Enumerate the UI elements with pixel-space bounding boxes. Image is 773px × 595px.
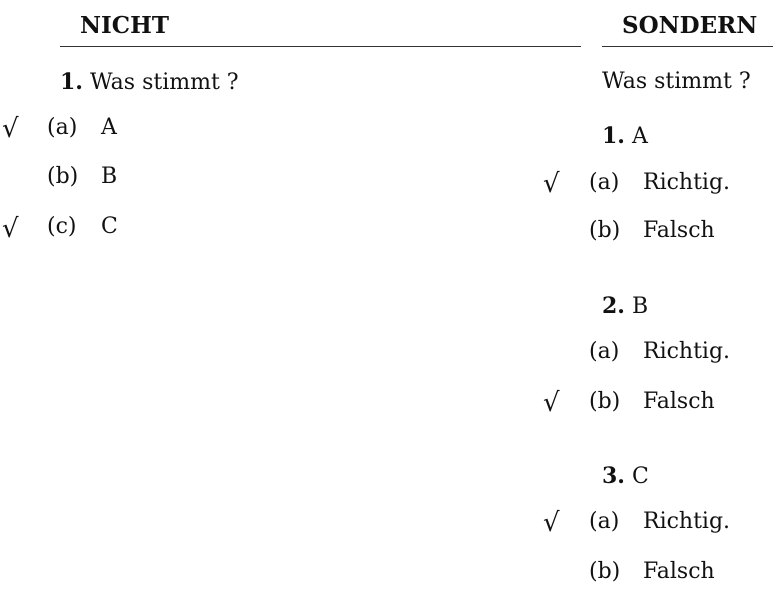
sondern-item-text: A <box>631 124 648 149</box>
sondern-intro: Was stimmt ? <box>602 69 751 94</box>
sondern-option-text: Falsch <box>643 389 715 414</box>
sondern-item-text: C <box>631 464 649 489</box>
sondern-item-number: 2. <box>602 293 625 319</box>
nicht-heading: NICHT <box>80 12 169 39</box>
checkmark-icon: √ <box>543 508 560 538</box>
sondern-item-1-title <box>602 125 648 148</box>
sondern-item-3-title <box>602 465 649 488</box>
sondern-heading: SONDERN <box>622 12 758 39</box>
checkmark-icon: √ <box>543 388 560 418</box>
sondern-item-2-title <box>602 295 648 318</box>
sondern-option-text: Falsch <box>643 218 715 243</box>
nicht-option-label: (b) <box>47 164 79 189</box>
sondern-option-text: Richtig. <box>643 339 731 364</box>
nicht-question <box>60 71 239 94</box>
nicht-option-text: B <box>101 164 118 189</box>
checkmark-icon: √ <box>2 214 19 244</box>
checkmark-icon: √ <box>543 169 560 199</box>
sondern-heading-rule <box>602 46 773 47</box>
nicht-option-text: A <box>101 115 117 140</box>
nicht-question-text: Was stimmt ? <box>89 70 239 95</box>
sondern-option-text: Richtig. <box>643 509 731 534</box>
sondern-option-label: (a) <box>589 170 620 195</box>
sondern-option-label: (b) <box>589 559 621 584</box>
sondern-item-number: 1. <box>602 123 625 149</box>
sondern-option-label: (a) <box>589 339 620 364</box>
nicht-question-number: 1. <box>60 69 83 95</box>
sondern-option-label: (a) <box>589 509 620 534</box>
sondern-option-label: (b) <box>589 389 621 414</box>
sondern-item-number: 3. <box>602 463 625 489</box>
nicht-option-label: (c) <box>47 214 77 239</box>
checkmark-icon: √ <box>2 114 19 144</box>
sondern-item-text: B <box>631 294 649 319</box>
sondern-option-text: Falsch <box>643 559 715 584</box>
nicht-heading-rule <box>60 46 581 47</box>
nicht-option-text: C <box>101 214 118 239</box>
sondern-option-text: Richtig. <box>643 170 731 195</box>
sondern-option-label: (b) <box>589 218 621 243</box>
nicht-option-label: (a) <box>47 115 78 140</box>
